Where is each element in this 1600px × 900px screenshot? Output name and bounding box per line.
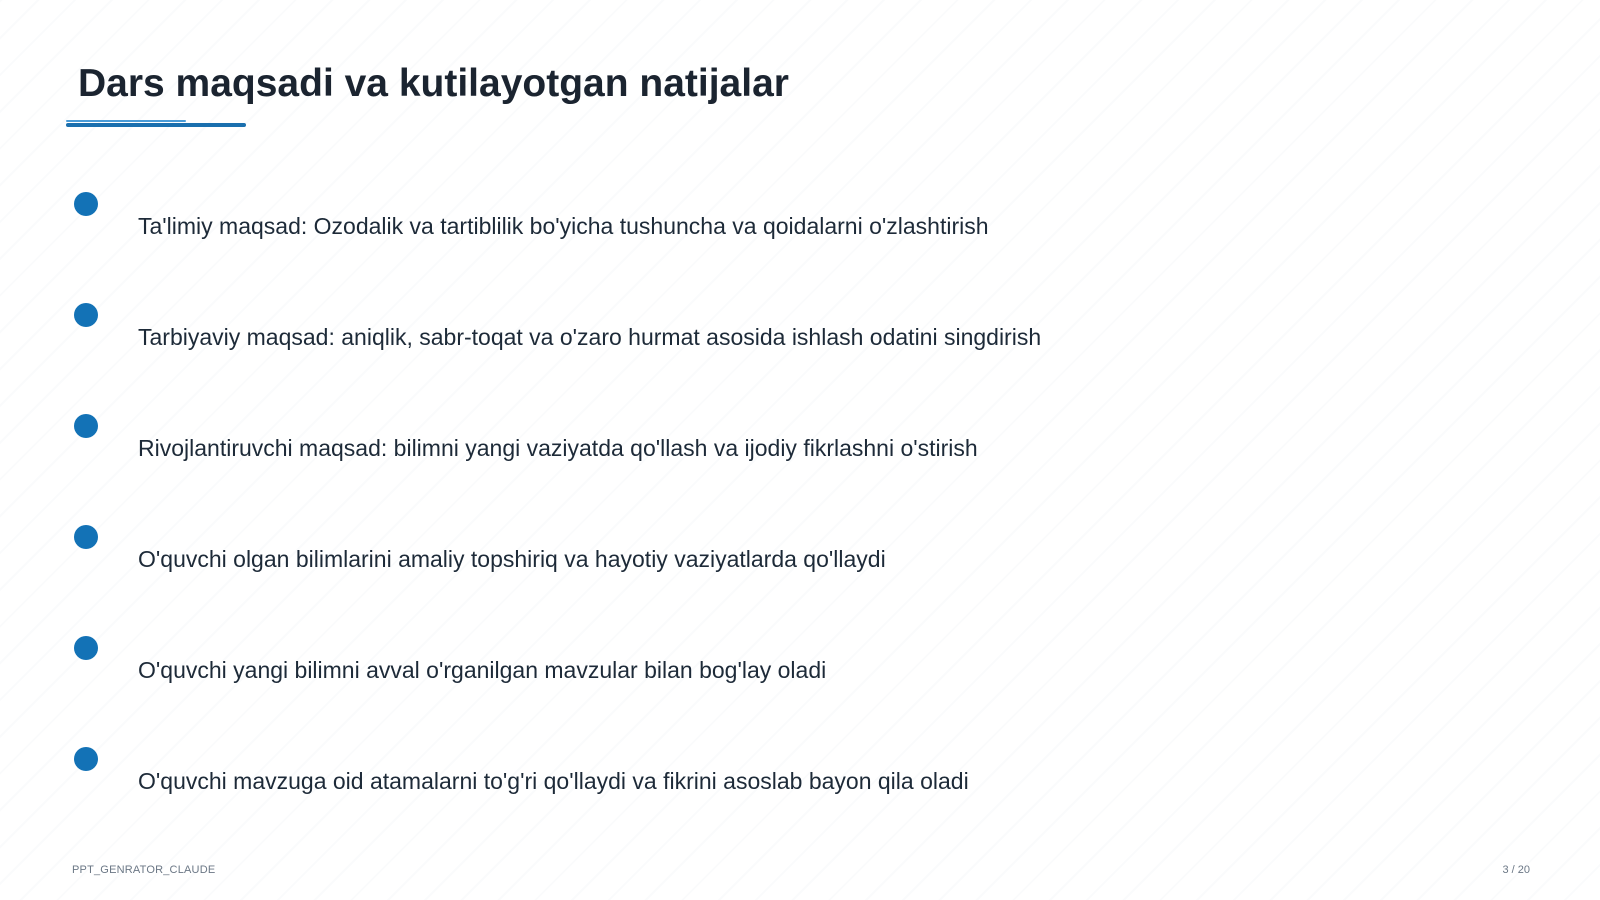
footer-label: PPT_GENRATOR_CLAUDE [72, 864, 216, 876]
list-item [0, 414, 1500, 474]
bullet-dot-icon [74, 525, 98, 549]
title-underline [66, 123, 246, 127]
slide-title: Dars maqsadi va kutilayotgan natijalar [78, 62, 789, 105]
bullet-text: O'quvchi olgan bilimlarini amaliy topshiriq va hayotiy vaziyatlarda qo'llaydi [138, 546, 886, 572]
bullet-text: Tarbiyaviy maqsad: aniqlik, sabr-toqat va o'zaro hurmat asosida ishlash odatini singdirish [138, 324, 1042, 350]
bullet-dot-icon [74, 303, 98, 327]
page-indicator: 3 / 20 [1502, 864, 1530, 876]
bullet-text: Ta'limiy maqsad: Ozodalik va tartiblilik bo'yicha tushuncha va qoidalarni o'zlashtirish [138, 213, 989, 239]
bullet-dot-icon [74, 747, 98, 771]
bullet-text: O'quvchi mavzuga oid atamalarni to'g'ri qo'llaydi va fikrini asoslab bayon qila oladi [138, 768, 969, 794]
bullet-text: O'quvchi yangi bilimni avval o'rganilgan mavzular bilan bog'lay oladi [138, 657, 827, 683]
bullet-text: Rivojlantiruvchi maqsad: bilimni yangi vaziyatda qo'llash va ijodiy fikrlashni o'stirish [138, 435, 978, 461]
bullet-dot-icon [74, 192, 98, 216]
list-item [0, 192, 1500, 252]
list-item [0, 747, 1500, 807]
title-underline-accent [66, 120, 186, 122]
bullet-dot-icon [74, 414, 98, 438]
list-item [0, 303, 1500, 363]
list-item [0, 636, 1500, 696]
bullet-dot-icon [74, 636, 98, 660]
list-item [0, 525, 1500, 585]
